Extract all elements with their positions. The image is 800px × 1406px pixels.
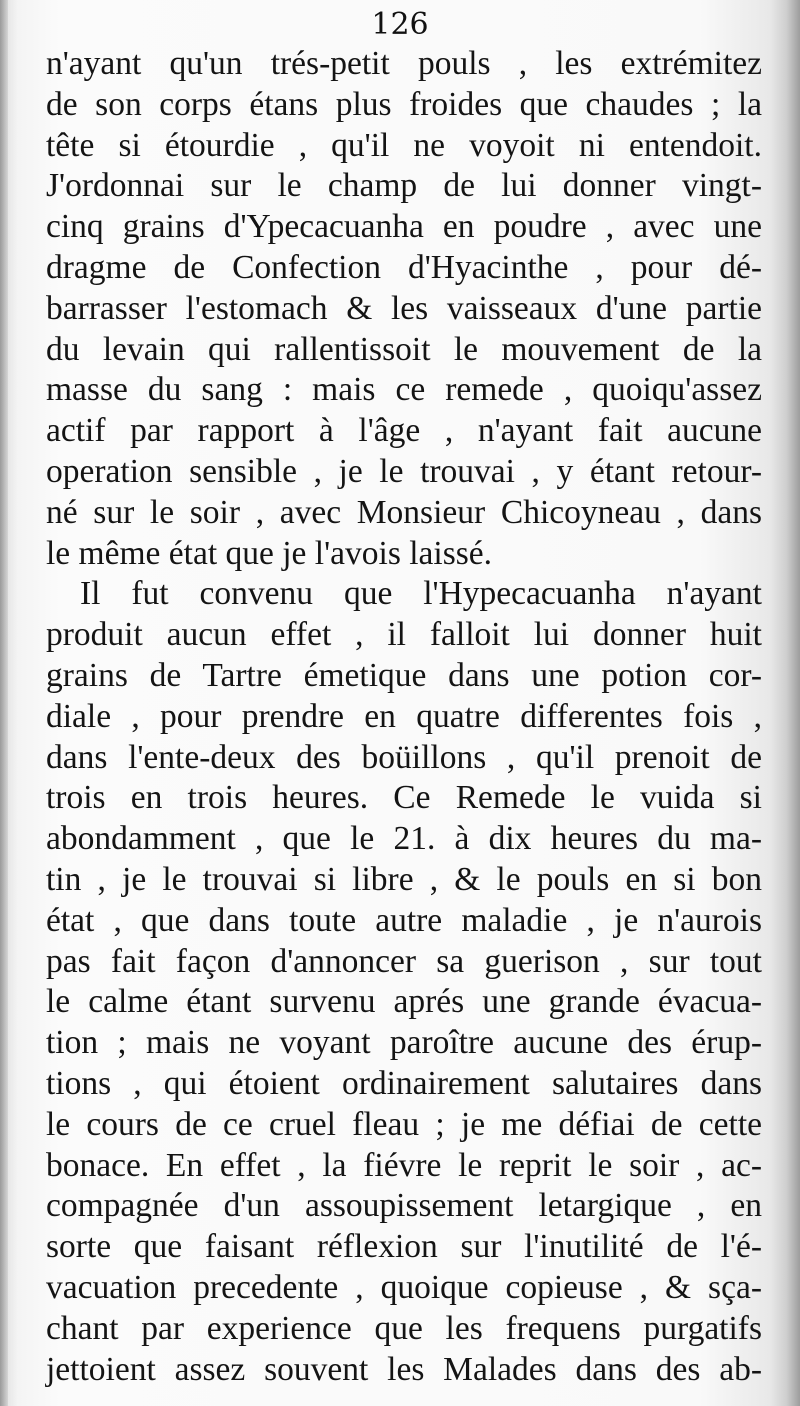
page-edge-shadow	[786, 0, 800, 1406]
body-text	[46, 44, 762, 1390]
text-line: du levain qui rallentissoit le mouvement de la	[46, 330, 762, 368]
text-line: le calme étant survenu aprés une grande évacua-	[46, 983, 762, 1021]
text-line: tions , qui étoient ordinairement salutaires dans	[46, 1064, 762, 1102]
text-line: sorte que faisant réflexion sur l'inutilité de l'é-	[46, 1228, 762, 1266]
text-line: barrasser l'estomach & les vaisseaux d'une partie	[46, 289, 762, 327]
text-line: J'ordonnai sur le champ de lui donner vingt-	[46, 167, 762, 205]
text-line: operation sensible , je le trouvai , y étant retour-	[46, 452, 762, 490]
text-line: tête si étourdie , qu'il ne voyoit ni entendoit.	[46, 126, 762, 164]
text-line: chant par experience que les frequens purgatifs	[46, 1309, 762, 1347]
text-line: tin , je le trouvai si libre , & le pouls en si bon	[46, 860, 762, 898]
paragraph-end-line: le même état que je l'avois laissé.	[46, 534, 493, 572]
text-line: état , que dans toute autre maladie , je n'aurois	[46, 901, 762, 939]
text-line: actif par rapport à l'âge , n'ayant fait aucune	[46, 412, 762, 450]
text-line: bonace. En effet , la fiévre le reprit le soir , ac-	[46, 1146, 762, 1184]
text-line: compagnée d'un assoupissement letargique , en	[46, 1187, 762, 1225]
text-line: diale , pour prendre en quatre differentes fois ,	[46, 697, 762, 735]
text-line: jettoient assez souvent les Malades dans des ab-	[46, 1350, 762, 1388]
text-line: n'ayant qu'un trés-petit pouls , les extrémitez	[46, 45, 762, 82]
text-line: né sur le soir , avec Monsieur Chicoyneau , dans	[46, 493, 762, 531]
text-line: trois en trois heures. Ce Remede le vuida si	[46, 779, 762, 817]
text-line: le cours de ce cruel fleau ; je me défiai de cette	[46, 1105, 762, 1143]
text-line: dragme de Confection d'Hyacinthe , pour dé-	[46, 248, 762, 286]
text-line: grains de Tartre émetique dans une potion cor-	[46, 656, 762, 694]
text-line: vacuation precedente , quoique copieuse , & sça-	[46, 1268, 762, 1306]
page-number: 126	[371, 7, 429, 42]
text-line: tion ; mais ne voyant paroître aucune des érup-	[46, 1024, 762, 1062]
text-line: de son corps étans plus froides que chaudes ; la	[46, 85, 762, 123]
text-line: pas fait façon d'annoncer sa guerison , sur tout	[46, 942, 762, 980]
text-line: cinq grains d'Ypecacuanha en poudre , avec une	[46, 208, 762, 246]
text-line: abondamment , que le 21. à dix heures du ma-	[46, 820, 762, 858]
page-gutter-shadow	[0, 0, 8, 1406]
paragraph-start-line: Il fut convenu que l'Hypecacuanha n'ayant	[80, 575, 762, 613]
text-line: dans l'ente-deux des boüillons , qu'il prenoit de	[46, 738, 762, 776]
text-line: masse du sang : mais ce remede , quoiqu'assez	[46, 371, 762, 409]
text-line: produit aucun effet , il falloit lui donner huit	[46, 616, 762, 654]
